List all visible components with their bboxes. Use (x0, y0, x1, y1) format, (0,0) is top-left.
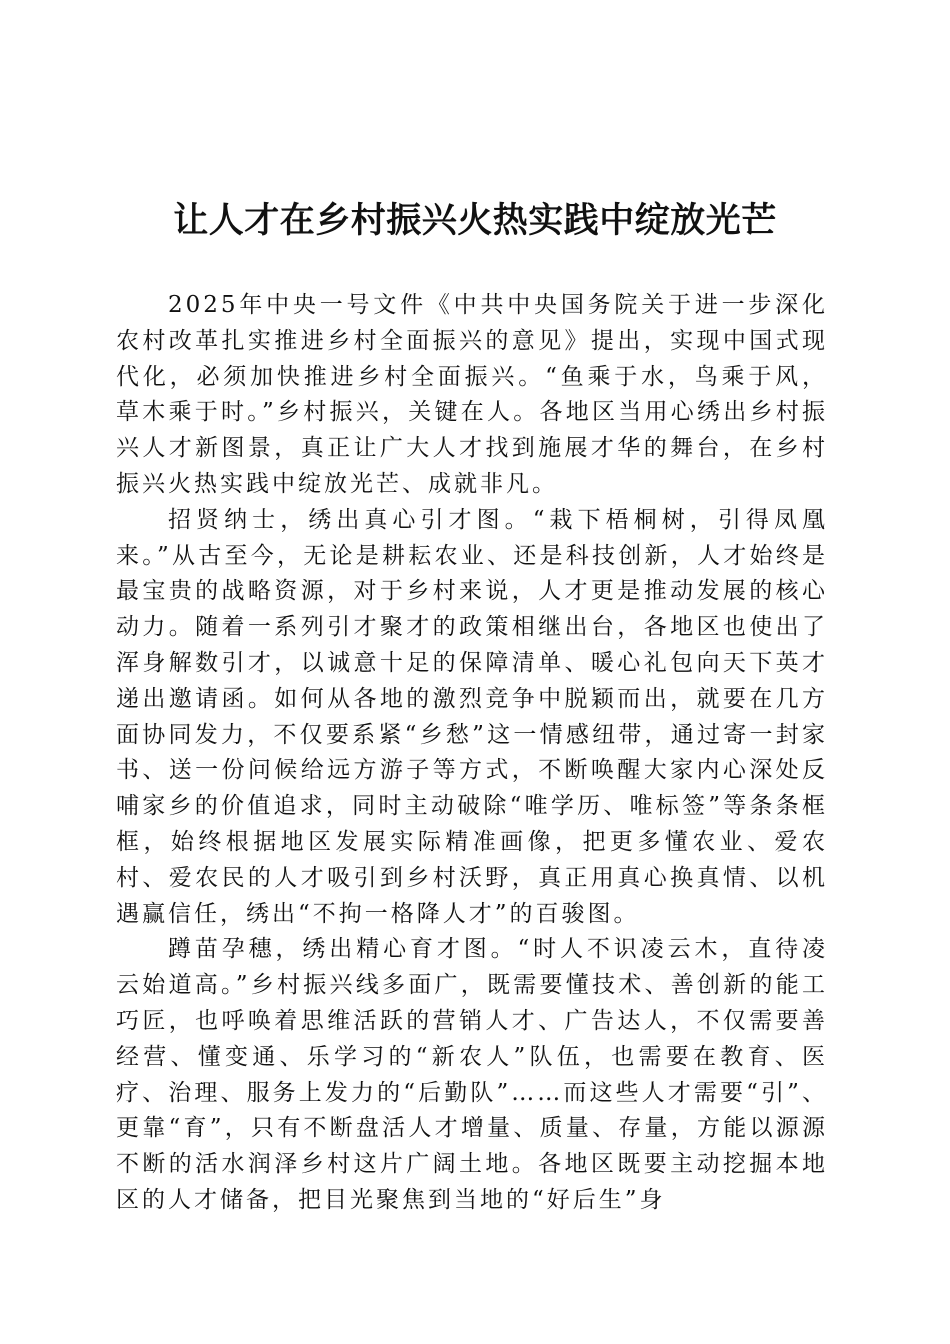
paragraph-recruit-talent: 招贤纳士，绣出真心引才图。“栽下梧桐树，引得凤凰来。”从古至今，无论是耕耘农业、还是科技创新，人才始终是最宝贵的战略资源，对于乡村来说，人才更是推动发展的核心动力。随着一系列引才聚才的政策相继出台，各地区也使出了浑身解数引才，以诚意十足的保障清单、暖心礼包向天下英才递出邀请函。如何从各地的激烈竞争中脱颖而出，就要在几方面协同发力，不仅要系紧“乡愁”这一情感纽带，通过寄一封家书、送一份问候给远方游子等方式，不断唤醒大家内心深处反哺家乡的价值追求，同时主动破除“唯学历、唯标签”等条条框框，始终根据地区发展实际精准画像，把更多懂农业、爱农村、爱农民的人才吸引到乡村沃野，真正用真心换真情、以机遇赢信任，绣出“不拘一格降人才”的百骏图。 (116, 506, 828, 927)
paragraph-intro: 2025年中央一号文件《中共中央国务院关于进一步深化农村改革扎实推进乡村全面振兴的意见》提出，实现中国式现代化，必须加快推进乡村全面振兴。“鱼乘于水，鸟乘于风，草木乘于时。”乡村振兴，关键在人。各地区当用心绣出乡村振兴人才新图景，真正让广大人才找到施展才华的舞台，在乡村振兴火热实践中绽放光芒、成就非凡。 (116, 292, 828, 497)
document-body (116, 288, 828, 1219)
paragraph-cultivate-talent: 蹲苗孕穗，绣出精心育才图。“时人不识凌云木，直待凌云始道高。”乡村振兴线多面广，既需要懂技术、善创新的能工巧匠，也呼唤着思维活跃的营销人才、广告达人，不仅需要善经营、懂变通、乐学习的“新农人”队伍，也需要在教育、医疗、治理、服务上发力的“后勤队”……而这些人才需要“引”、更靠“育”，只有不断盘活人才增量、质量、存量，方能以源源不断的活水润泽乡村这片广阔土地。各地区既要主动挖掘本地区的人才储备，把目光聚焦到当地的“好后生”身 (116, 936, 828, 1213)
document-title: 让人才在乡村振兴火热实践中绽放光芒 (173, 200, 777, 241)
